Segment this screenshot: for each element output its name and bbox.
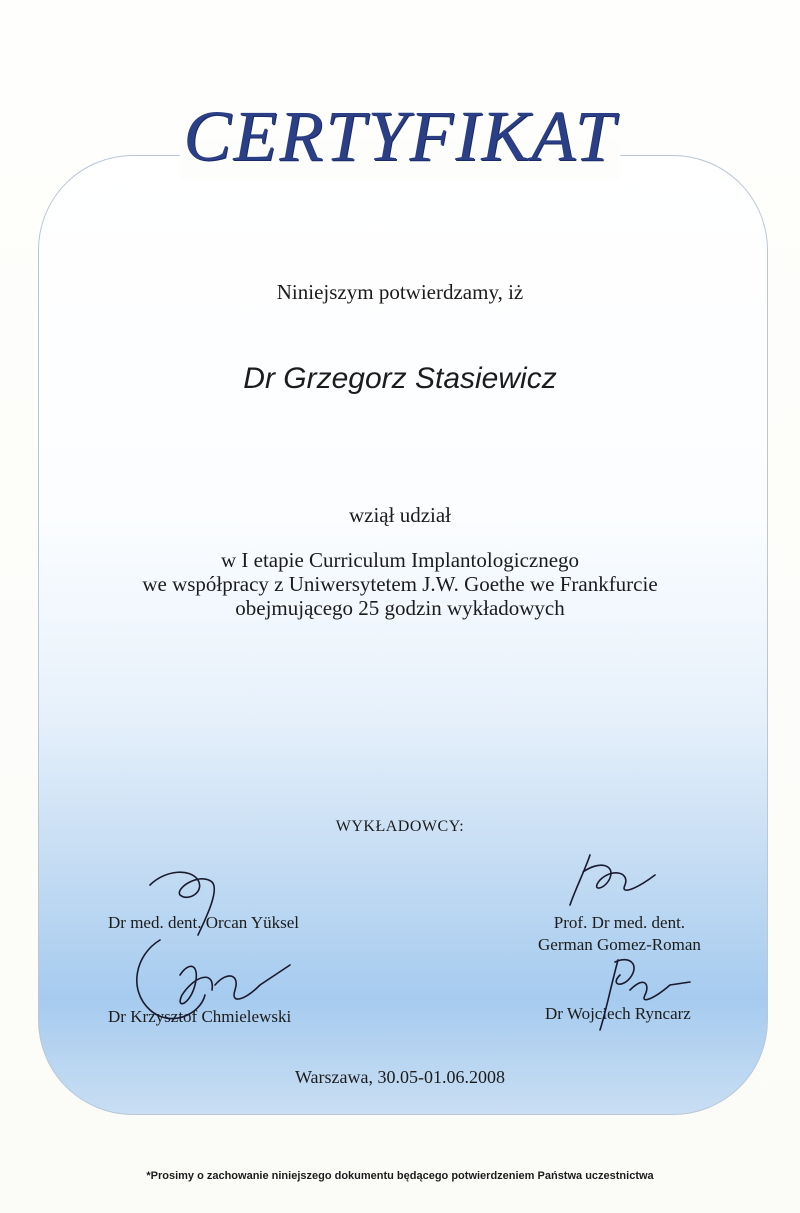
lecturer-gomez-roman — [538, 912, 701, 956]
lecturer-yuksel: Dr med. dent. Orcan Yüksel — [108, 913, 300, 932]
footnote: *Prosimy o zachowanie niniejszego dokumentu będącego potwierdzeniem Państwa uczestnictwa — [146, 1170, 654, 1182]
participation-text: wziął udział — [348, 503, 452, 527]
lecturer-title: Prof. Dr med. dent. — [553, 913, 686, 932]
lecturer-ryncarz: Dr Wojciech Ryncarz — [545, 1004, 691, 1023]
intro-text: Niniejszym potwierdzamy, iż — [276, 280, 524, 304]
course-details — [0, 548, 800, 620]
course-details-line: we współpracy z Uniwersytetem J.W. Goethe we Frankfurcie — [142, 572, 658, 596]
course-details-line: obejmującego 25 godzin wykładowych — [235, 596, 565, 620]
course-details-line: w I etapie Curriculum Implantologicznego — [220, 548, 580, 572]
lecturer-name: German Gomez-Roman — [538, 935, 701, 954]
lecturer-chmielewski: Dr Krzysztof Chmielewski — [108, 1007, 292, 1026]
lecturers-heading: WYKŁADOWCY: — [335, 818, 465, 835]
certificate-title: CERTYFIKAT — [183, 96, 617, 176]
recipient-name: Dr Grzegorz Stasiewicz — [243, 362, 557, 395]
place-date: Warszawa, 30.05-01.06.2008 — [295, 1067, 505, 1087]
